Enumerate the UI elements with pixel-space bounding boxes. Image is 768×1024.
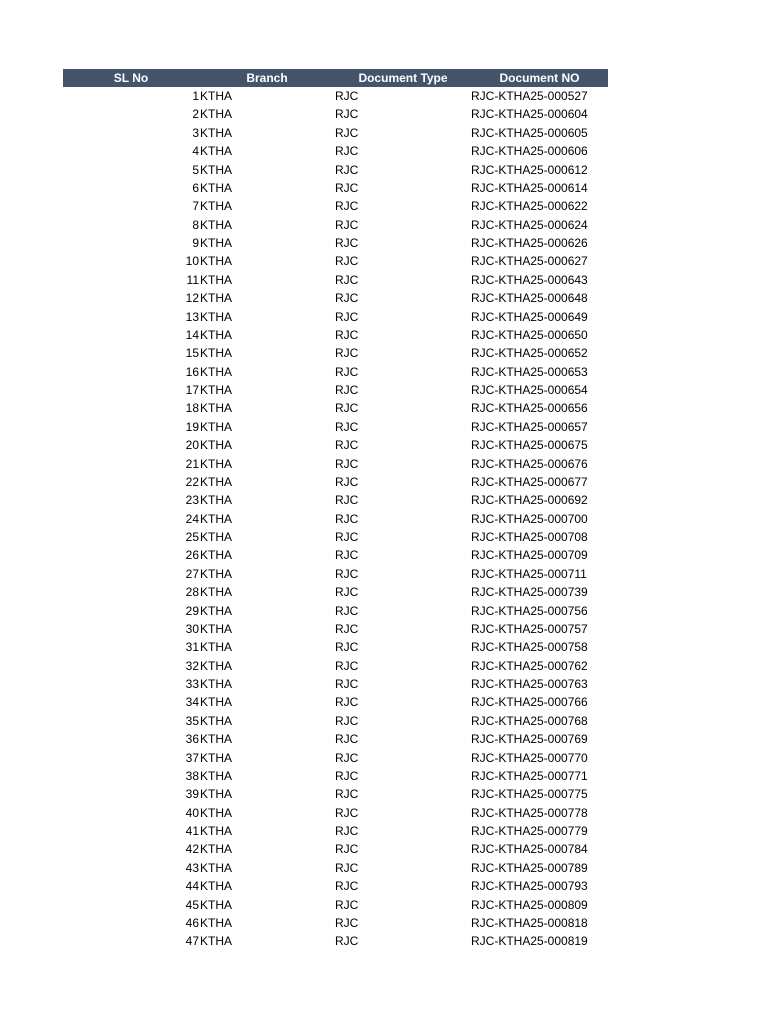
table-row[interactable] — [63, 87, 608, 105]
cell-sl-no[interactable]: 9 — [192, 236, 199, 250]
table-row[interactable] — [63, 565, 608, 583]
cell-document-type[interactable]: RJC — [335, 144, 359, 159]
cell-document-type[interactable]: RJC — [335, 327, 359, 342]
cell-document-no[interactable]: RJC-KTHA25-000779 — [471, 824, 588, 838]
table-row[interactable] — [63, 418, 608, 436]
cell-document-no[interactable]: RJC-KTHA25-000758 — [471, 640, 588, 655]
table-row[interactable] — [63, 804, 608, 822]
cell-sl-no[interactable]: 11 — [186, 272, 199, 287]
cell-branch[interactable]: KTHA — [200, 879, 233, 894]
cell-sl-no[interactable]: 3 — [192, 125, 199, 140]
cell-document-no[interactable]: RJC-KTHA25-000649 — [471, 309, 588, 324]
cell-document-no[interactable]: RJC-KTHA25-000657 — [471, 419, 588, 434]
cell-document-type[interactable]: RJC — [335, 180, 359, 195]
cell-document-type[interactable]: RJC — [335, 456, 359, 471]
cell-document-type[interactable]: RJC — [335, 805, 359, 820]
cell-document-no[interactable]: RJC-KTHA25-000819 — [471, 934, 588, 949]
cell-branch[interactable]: KTHA — [200, 621, 233, 636]
cell-branch[interactable]: KTHA — [200, 199, 233, 214]
header-document-type[interactable]: Document Type — [358, 71, 448, 85]
table-body — [63, 87, 608, 951]
cell-branch[interactable]: KTHA — [200, 180, 233, 195]
cell-document-type[interactable]: RJC — [335, 89, 359, 103]
cell-document-type[interactable]: RJC — [335, 438, 359, 453]
cell-branch[interactable]: KTHA — [200, 327, 233, 342]
cell-branch[interactable]: KTHA — [200, 401, 233, 416]
table-row[interactable] — [63, 785, 608, 803]
cell-document-no[interactable]: RJC-KTHA25-000653 — [471, 364, 588, 379]
cell-document-type[interactable]: RJC — [335, 915, 359, 930]
table-row[interactable] — [63, 142, 608, 160]
cell-sl-no[interactable]: 27 — [185, 566, 199, 581]
cell-sl-no[interactable]: 12 — [185, 291, 199, 306]
cell-sl-no[interactable]: 13 — [185, 309, 199, 324]
cell-branch[interactable]: KTHA — [200, 309, 233, 324]
cell-document-no[interactable]: RJC-KTHA25-000627 — [471, 254, 588, 269]
table-row[interactable] — [63, 344, 608, 362]
table-row[interactable] — [63, 216, 608, 234]
cell-document-type[interactable]: RJC — [335, 860, 359, 875]
cell-document-type[interactable]: RJC — [335, 658, 359, 673]
cell-document-type[interactable]: RJC — [335, 199, 359, 214]
cell-document-no[interactable]: RJC-KTHA25-000793 — [471, 879, 588, 894]
cell-branch[interactable]: KTHA — [200, 493, 233, 508]
cell-branch[interactable]: KTHA — [200, 272, 233, 287]
cell-document-no[interactable]: RJC-KTHA25-000709 — [471, 548, 588, 563]
cell-document-no[interactable]: RJC-KTHA25-000775 — [471, 787, 588, 802]
table-row[interactable] — [63, 840, 608, 858]
cell-document-type[interactable]: RJC — [335, 401, 359, 416]
table-row[interactable] — [63, 767, 608, 785]
cell-document-type[interactable]: RJC — [335, 713, 359, 728]
cell-document-no[interactable]: RJC-KTHA25-000676 — [471, 456, 588, 471]
cell-branch[interactable]: KTHA — [200, 438, 233, 453]
cell-sl-no[interactable]: 43 — [185, 860, 199, 875]
cell-branch[interactable]: KTHA — [200, 530, 233, 544]
cell-document-type[interactable]: RJC — [335, 621, 359, 636]
cell-branch[interactable]: KTHA — [200, 842, 233, 857]
cell-document-no[interactable]: RJC-KTHA25-000700 — [471, 511, 588, 526]
cell-document-type[interactable]: RJC — [335, 677, 359, 691]
cell-document-no[interactable]: RJC-KTHA25-000771 — [471, 768, 588, 783]
cell-document-no[interactable]: RJC-KTHA25-000650 — [471, 327, 588, 342]
cell-sl-no[interactable]: 36 — [185, 732, 199, 747]
cell-document-no[interactable]: RJC-KTHA25-000711 — [471, 566, 587, 581]
table-row[interactable] — [63, 491, 608, 509]
cell-document-type[interactable]: RJC — [335, 732, 359, 747]
cell-sl-no[interactable]: 39 — [185, 787, 199, 802]
cell-branch[interactable]: KTHA — [200, 474, 233, 489]
cell-sl-no[interactable]: 37 — [185, 750, 199, 765]
table-row[interactable] — [63, 197, 608, 215]
cell-document-no[interactable]: RJC-KTHA25-000648 — [471, 291, 588, 306]
cell-document-type[interactable]: RJC — [335, 603, 359, 618]
cell-document-no[interactable]: RJC-KTHA25-000809 — [471, 897, 588, 912]
cell-branch[interactable]: KTHA — [200, 824, 233, 838]
cell-branch[interactable]: KTHA — [200, 934, 233, 949]
cell-sl-no[interactable]: 41 — [185, 824, 199, 838]
table-row[interactable] — [63, 105, 608, 123]
cell-branch[interactable]: KTHA — [200, 511, 233, 526]
cell-document-type[interactable]: RJC — [335, 364, 359, 379]
cell-branch[interactable]: KTHA — [200, 732, 233, 747]
cell-branch[interactable]: KTHA — [200, 658, 233, 673]
cell-document-type[interactable]: RJC — [335, 548, 359, 563]
cell-document-no[interactable]: RJC-KTHA25-000756 — [471, 603, 588, 618]
cell-branch[interactable]: KTHA — [200, 640, 233, 655]
cell-document-type[interactable]: RJC — [335, 934, 359, 949]
cell-branch[interactable]: KTHA — [200, 860, 233, 875]
table-row[interactable] — [63, 896, 608, 914]
cell-sl-no[interactable]: 42 — [185, 842, 199, 857]
cell-sl-no[interactable]: 47 — [185, 934, 199, 949]
cell-document-no[interactable]: RJC-KTHA25-000652 — [471, 346, 588, 361]
cell-sl-no[interactable]: 17 — [185, 383, 199, 397]
table-row[interactable] — [63, 730, 608, 748]
header-branch[interactable]: Branch — [246, 71, 288, 85]
cell-document-no[interactable]: RJC-KTHA25-000818 — [471, 915, 588, 930]
cell-sl-no[interactable]: 2 — [192, 107, 199, 122]
cell-branch[interactable]: KTHA — [200, 805, 233, 820]
cell-sl-no[interactable]: 35 — [185, 713, 199, 728]
table-row[interactable] — [63, 363, 608, 381]
cell-document-no[interactable]: RJC-KTHA25-000614 — [471, 180, 588, 195]
cell-document-no[interactable]: RJC-KTHA25-000769 — [471, 732, 588, 747]
cell-branch[interactable]: KTHA — [200, 217, 233, 232]
cell-document-type[interactable]: RJC — [335, 493, 359, 508]
table-row[interactable] — [63, 657, 608, 675]
cell-document-no[interactable]: RJC-KTHA25-000762 — [471, 658, 588, 673]
cell-sl-no[interactable]: 29 — [185, 603, 199, 618]
cell-branch[interactable]: KTHA — [200, 897, 233, 912]
cell-sl-no[interactable]: 23 — [185, 493, 199, 508]
cell-document-type[interactable]: RJC — [335, 217, 359, 232]
cell-document-no[interactable]: RJC-KTHA25-000789 — [471, 860, 588, 875]
cell-branch[interactable]: KTHA — [200, 419, 233, 434]
table-row[interactable] — [63, 308, 608, 326]
table-row[interactable] — [63, 638, 608, 656]
cell-branch[interactable]: KTHA — [200, 254, 233, 269]
cell-document-type[interactable]: RJC — [335, 474, 359, 489]
cell-document-type[interactable]: RJC — [335, 272, 359, 287]
table-row[interactable] — [63, 179, 608, 197]
cell-sl-no[interactable]: 1 — [192, 89, 199, 103]
cell-document-type[interactable]: RJC — [335, 897, 359, 912]
table-row[interactable] — [63, 381, 608, 399]
cell-document-type[interactable]: RJC — [335, 787, 359, 802]
cell-document-no[interactable]: RJC-KTHA25-000624 — [471, 217, 588, 232]
cell-branch[interactable]: KTHA — [200, 713, 233, 728]
cell-document-type[interactable]: RJC — [335, 162, 359, 177]
table-row[interactable] — [63, 436, 608, 454]
cell-document-type[interactable]: RJC — [335, 566, 359, 581]
document-table — [63, 69, 608, 951]
cell-document-type[interactable]: RJC — [335, 750, 359, 765]
cell-document-no[interactable]: RJC-KTHA25-000605 — [471, 125, 588, 140]
table-row[interactable] — [63, 124, 608, 142]
table-row[interactable] — [63, 455, 608, 473]
cell-document-no[interactable]: RJC-KTHA25-000622 — [471, 199, 588, 214]
cell-sl-no[interactable]: 40 — [185, 805, 199, 820]
cell-document-type[interactable]: RJC — [335, 768, 359, 783]
cell-document-no[interactable]: RJC-KTHA25-000677 — [471, 474, 588, 489]
table-row[interactable] — [63, 675, 608, 693]
cell-sl-no[interactable]: 25 — [185, 530, 199, 544]
cell-sl-no[interactable]: 19 — [185, 419, 199, 434]
cell-branch[interactable]: KTHA — [200, 162, 233, 177]
cell-sl-no[interactable]: 32 — [185, 658, 199, 673]
cell-document-no[interactable]: RJC-KTHA25-000757 — [471, 621, 588, 636]
table-row[interactable] — [63, 234, 608, 252]
cell-document-type[interactable]: RJC — [335, 419, 359, 434]
cell-document-type[interactable]: RJC — [335, 125, 359, 140]
cell-document-no[interactable]: RJC-KTHA25-000604 — [471, 107, 588, 122]
table-row[interactable] — [63, 399, 608, 417]
cell-sl-no[interactable]: 10 — [185, 254, 199, 269]
cell-branch[interactable]: KTHA — [200, 915, 233, 930]
table-row[interactable] — [63, 161, 608, 179]
cell-branch[interactable]: KTHA — [200, 89, 233, 103]
table-row[interactable] — [63, 326, 608, 344]
header-sl-no[interactable]: SL No — [113, 71, 149, 85]
table-header-row — [63, 69, 608, 87]
cell-sl-no[interactable]: 22 — [185, 474, 199, 489]
cell-document-no[interactable]: RJC-KTHA25-000654 — [471, 383, 588, 397]
cell-sl-no[interactable]: 21 — [185, 456, 199, 471]
cell-document-no[interactable]: RJC-KTHA25-000763 — [471, 677, 588, 691]
cell-sl-no[interactable]: 38 — [185, 768, 199, 783]
table-row[interactable] — [63, 693, 608, 711]
cell-sl-no[interactable]: 4 — [192, 144, 199, 159]
cell-branch[interactable]: KTHA — [200, 456, 233, 471]
cell-branch[interactable]: KTHA — [200, 144, 233, 159]
cell-document-no[interactable]: RJC-KTHA25-000766 — [471, 695, 588, 710]
table-row[interactable] — [63, 271, 608, 289]
cell-sl-no[interactable]: 20 — [185, 438, 199, 453]
cell-sl-no[interactable]: 44 — [185, 879, 199, 894]
cell-sl-no[interactable]: 16 — [185, 364, 199, 379]
cell-sl-no[interactable]: 45 — [185, 897, 199, 912]
cell-document-no[interactable]: RJC-KTHA25-000770 — [471, 750, 588, 765]
cell-branch[interactable]: KTHA — [200, 125, 233, 140]
cell-document-no[interactable]: RJC-KTHA25-000784 — [471, 842, 588, 857]
cell-sl-no[interactable]: 5 — [192, 162, 199, 177]
cell-document-type[interactable]: RJC — [335, 107, 359, 122]
cell-document-type[interactable]: RJC — [335, 254, 359, 269]
cell-branch[interactable]: KTHA — [200, 566, 233, 581]
cell-document-no[interactable]: RJC-KTHA25-000612 — [471, 162, 588, 177]
cell-branch[interactable]: KTHA — [200, 603, 233, 618]
cell-branch[interactable]: KTHA — [200, 768, 233, 783]
cell-sl-no[interactable]: 33 — [185, 677, 199, 691]
table-row[interactable] — [63, 289, 608, 307]
cell-branch[interactable]: KTHA — [200, 291, 233, 306]
table-row[interactable] — [63, 932, 608, 950]
cell-document-type[interactable]: RJC — [335, 309, 359, 324]
cell-document-no[interactable]: RJC-KTHA25-000606 — [471, 144, 588, 159]
cell-document-no[interactable]: RJC-KTHA25-000692 — [471, 493, 588, 508]
cell-document-no[interactable]: RJC-KTHA25-000768 — [471, 713, 588, 728]
cell-branch[interactable]: KTHA — [200, 695, 233, 710]
cell-branch[interactable]: KTHA — [200, 383, 233, 397]
cell-branch[interactable]: KTHA — [200, 548, 233, 563]
table-row[interactable] — [63, 712, 608, 730]
cell-sl-no[interactable]: 31 — [185, 640, 199, 655]
cell-sl-no[interactable]: 46 — [185, 915, 199, 930]
cell-branch[interactable]: KTHA — [200, 750, 233, 765]
cell-document-type[interactable]: RJC — [335, 824, 359, 838]
table-row[interactable] — [63, 877, 608, 895]
cell-sl-no[interactable]: 8 — [192, 217, 199, 232]
table-row[interactable] — [63, 473, 608, 491]
cell-branch[interactable]: KTHA — [200, 364, 233, 379]
cell-branch[interactable]: KTHA — [200, 585, 233, 600]
table-row[interactable] — [63, 583, 608, 601]
table-row[interactable] — [63, 510, 608, 528]
cell-document-type[interactable]: RJC — [335, 530, 359, 544]
cell-document-no[interactable]: RJC-KTHA25-000675 — [471, 438, 588, 453]
table-row[interactable] — [63, 822, 608, 840]
cell-document-type[interactable]: RJC — [335, 383, 359, 397]
cell-sl-no[interactable]: 7 — [192, 199, 199, 214]
cell-sl-no[interactable]: 28 — [185, 585, 199, 600]
cell-branch[interactable]: KTHA — [200, 236, 233, 250]
cell-document-type[interactable]: RJC — [335, 511, 359, 526]
cell-document-type[interactable]: RJC — [335, 695, 359, 710]
table-row[interactable] — [63, 620, 608, 638]
cell-document-no[interactable]: RJC-KTHA25-000708 — [471, 530, 588, 544]
cell-document-type[interactable]: RJC — [335, 879, 359, 894]
cell-sl-no[interactable]: 15 — [185, 346, 199, 361]
cell-document-no[interactable]: RJC-KTHA25-000656 — [471, 401, 588, 416]
cell-sl-no[interactable]: 30 — [185, 621, 199, 636]
cell-document-no[interactable]: RJC-KTHA25-000626 — [471, 236, 588, 250]
cell-sl-no[interactable]: 26 — [185, 548, 199, 563]
cell-sl-no[interactable]: 24 — [185, 511, 199, 526]
table-row[interactable] — [63, 528, 608, 546]
cell-sl-no[interactable]: 18 — [185, 401, 199, 416]
cell-document-type[interactable]: RJC — [335, 842, 359, 857]
cell-document-type[interactable]: RJC — [335, 291, 359, 306]
cell-branch[interactable]: KTHA — [200, 107, 233, 122]
cell-branch[interactable]: KTHA — [200, 346, 233, 361]
header-document-no[interactable]: Document NO — [499, 71, 580, 85]
table-row[interactable] — [63, 602, 608, 620]
cell-sl-no[interactable]: 6 — [192, 180, 199, 195]
cell-document-no[interactable]: RJC-KTHA25-000527 — [471, 89, 588, 103]
table-row[interactable] — [63, 546, 608, 564]
table-row[interactable] — [63, 252, 608, 270]
table-row[interactable] — [63, 859, 608, 877]
cell-document-no[interactable]: RJC-KTHA25-000643 — [471, 272, 588, 287]
table-row[interactable] — [63, 749, 608, 767]
table-row[interactable] — [63, 914, 608, 932]
cell-sl-no[interactable]: 34 — [185, 695, 199, 710]
cell-document-type[interactable]: RJC — [335, 640, 359, 655]
cell-document-no[interactable]: RJC-KTHA25-000739 — [471, 585, 588, 600]
cell-branch[interactable]: KTHA — [200, 787, 233, 802]
cell-document-no[interactable]: RJC-KTHA25-000778 — [471, 805, 588, 820]
cell-document-type[interactable]: RJC — [335, 236, 359, 250]
cell-sl-no[interactable]: 14 — [185, 327, 199, 342]
cell-document-type[interactable]: RJC — [335, 585, 359, 600]
cell-branch[interactable]: KTHA — [200, 677, 233, 691]
cell-document-type[interactable]: RJC — [335, 346, 359, 361]
